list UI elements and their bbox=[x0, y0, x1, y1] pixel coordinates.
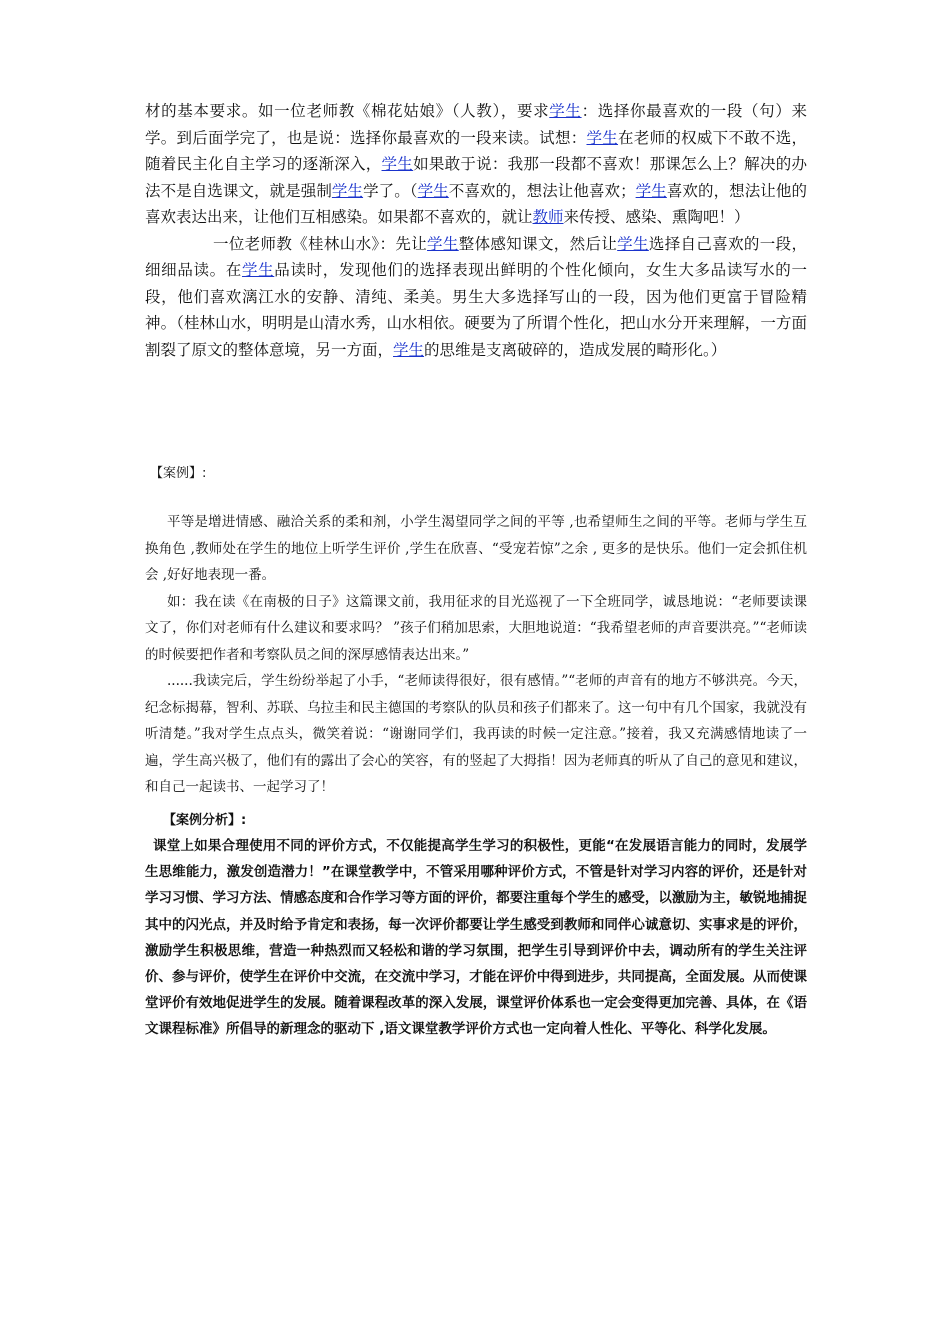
text-run: 不喜欢的，想法让他喜欢； bbox=[448, 181, 636, 200]
link-student[interactable]: 学生 bbox=[427, 234, 459, 253]
text-run: 学了。（ bbox=[363, 181, 418, 200]
link-teacher[interactable]: 教师 bbox=[532, 208, 564, 226]
analysis-paragraph: 课堂上如果合理使用不同的评价方式，不仅能提高学生学习的积极性，更能“在发展语言能力的同时，发展学生思维能力，激发创造潜力！”在课堂教学中，不管采用哪种评价方式，不管是针对学习内容的评价，还是针对学习习惯、学习方法、情感态度和合作学习等方面的评价，都要注重每个学生的感受，以激励为主，敏锐地捕捉其中的闪光点，并及时给予肯定和表扬，每一次评价都要让学生感受到教师和同伴心诚意切、实事求是的评价，激励学生积极思维，营造一种热烈而又轻松和谐的学习氛围，把学生引导到评价中去，调动所有的学生关注评价、参与评价，使学生在评价中交流，在交流中学习，才能在评价中得到进步，共同提高，全面发展。从而使课堂评价有效地促进学生的发展。随着课程改革的深入发展，课堂评价体系也一定会变得更加完善、具体，在《语文课程标准》所倡导的新理念的驱动下 ,语文课堂教学评价方式也一定向着人性化、平等化、科学化发展。 bbox=[145, 838, 807, 1038]
text-run: 选择自己喜欢的一段，细细品读。在 bbox=[145, 234, 807, 279]
text-run: ：选择你最喜欢的一段（句）来学。到后面学完了，也是说：选择你最喜欢的一段来读。试想： bbox=[145, 102, 807, 147]
section-case bbox=[145, 509, 807, 801]
link-student[interactable]: 学生 bbox=[417, 181, 449, 200]
paragraph-cotton-girl bbox=[145, 98, 807, 231]
link-student[interactable]: 学生 bbox=[381, 155, 414, 173]
text-run: 如果敢于说：我那一段都不喜欢！那课怎么上？解决的办法不是自选课文，就是强制 bbox=[145, 155, 807, 200]
section-analysis bbox=[145, 833, 807, 1043]
text-run: 在老师的权威下不敢不选，随着民主化自主学习的逐渐深入， bbox=[145, 128, 807, 173]
text-run: 喜欢的，想法让他的喜欢表达出来，让他们互相感染。如果都不喜欢的，就让 bbox=[145, 181, 807, 226]
link-student[interactable]: 学生 bbox=[617, 234, 649, 253]
case-paragraph-example: 如：我在读《在南极的日子》这篇课文前，我用征求的目光巡视了一下全班同学，诚恳地说：“老师要读课文了，你们对老师有什么建议和要求吗？ ”孩子们稍加思索，大胆地说道：“我希望老师的声音要洪亮。”“老师读的时候要把作者和考察队员之间的深厚感情表达出来。” bbox=[145, 593, 807, 663]
text-run: 整体感知课文，然后让 bbox=[458, 234, 618, 253]
case-heading: 【案例】: bbox=[150, 466, 207, 481]
link-student[interactable]: 学生 bbox=[393, 340, 425, 359]
text-run: 的思维是支离破碎的，造成发展的畸形化。） bbox=[424, 340, 727, 359]
link-student[interactable]: 学生 bbox=[549, 102, 582, 120]
link-student[interactable]: 学生 bbox=[635, 181, 667, 200]
case-paragraph-result: ......我读完后，学生纷纷举起了小手，“老师读得很好，很有感情。”“老师的声音有的地方不够洪亮。今天，纪念标揭幕，智利、苏联、乌拉圭和民主德国的考察队的队员和孩子们都来了。这一句中有几个国家，我就没有听清楚。”我对学生点点头，微笑着说：“谢谢同学们，我再读的时候一定注意。”接着，我又充满感情地读了一遍，学生高兴极了，他们有的露出了会心的笑容，有的竖起了大拇指！因为老师真的听从了自己的意见和建议，和自己一起读书、一起学习了！ bbox=[145, 673, 807, 795]
text-run: 一位老师教《桂林山水》：先让 bbox=[213, 234, 428, 253]
link-student[interactable]: 学生 bbox=[241, 261, 275, 279]
case-paragraph-equality: 平等是增进情感、融洽关系的柔和剂，小学生渴望同学之间的平等 ,也希望师生之间的平等。老师与学生互换角色 ,教师处在学生的地位上听学生评价 ,学生在欣喜、“受宠若惊”之余 , 更多的是快乐。他们一定会抓住机会 ,好好地表现一番。 bbox=[145, 514, 807, 583]
text-run: 材的基本要求。如一位老师教《棉花姑娘》（人教），要求 bbox=[145, 102, 550, 120]
text-run: 品读时，发现他们的选择表现出鲜明的个性化倾向，女生大多品读写水的一段，他们喜欢漓江水的安静、清纯、柔美。男生大多选择写山的一段，因为他们更富于冒险精神。（桂林山水，明明是山清水秀，山水相依。硬要为了所谓个性化，把山水分开来理解，一方面割裂了原文的整体意境，另一方面， bbox=[145, 261, 807, 359]
text-run: 来传授、感染、熏陶吧！） bbox=[563, 208, 750, 226]
paragraph-guilin bbox=[145, 231, 807, 364]
link-student[interactable]: 学生 bbox=[586, 128, 619, 147]
analysis-heading: 【案例分析】: bbox=[163, 813, 247, 828]
section-intro bbox=[145, 98, 807, 363]
link-student[interactable]: 学生 bbox=[331, 181, 364, 200]
